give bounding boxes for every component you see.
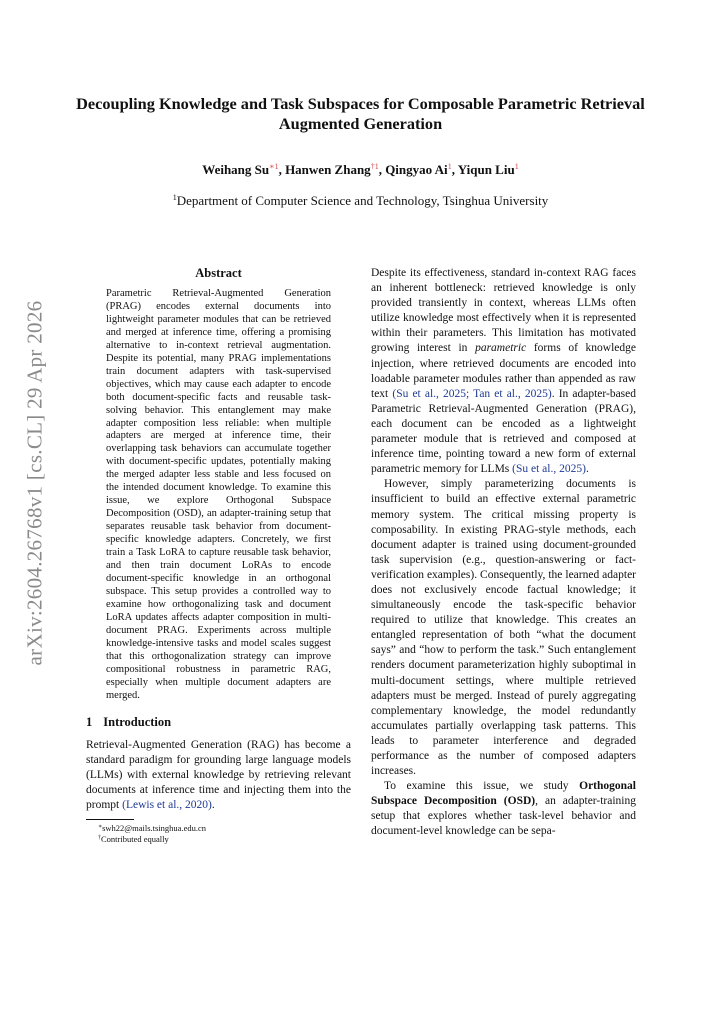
- body-text: Despite its effectiveness, standard in-context RAG faces an inherent bottleneck: retrieved knowledge is only provided transiently in context, whereas LLMs often utilize knowledge most effectively when it is represented within their parameters. This limitation has motivated growing interest in: [371, 267, 636, 355]
- author-name: Qingyao Ai: [385, 162, 448, 177]
- footnote: [86, 822, 351, 834]
- affiliation: [70, 193, 651, 209]
- author-name: Weihang Su: [202, 162, 270, 177]
- section-heading-introduction: [86, 715, 351, 730]
- body-text: To examine this issue, we study: [384, 780, 580, 793]
- body-text: .: [585, 463, 589, 476]
- intro-text: Retrieval-Augmented Generation (RAG) has become a standard paradigm for grounding large language models (LLMs) with external knowledge by retrieving relevant documents at inference time and injecting them into the prompt: [86, 738, 351, 811]
- author-mark: ∗1: [269, 162, 279, 171]
- arxiv-identifier: arXiv:2604.26768v1 [cs.CL] 29 Apr 2026: [22, 300, 47, 665]
- body-paragraph: However, simply parameterizing documents is insufficient to build an effective external parametric memory system. The critical missing property is composability. In existing PRAG-style methods, each document adapter is trained using document-grounded task supervision (e.g., question-answering or fact-verification examples). Consequently, the learned adapter does not exclusively encode factual knowledge; it simultaneously encode the task-specific behavior required to utilize that knowledge. This creates an entangled representation of both “what the document says” and “how to perform the task.” Such entanglement renders document parameterization highly suboptimal in multi-document settings, where multiple retrieved adapters must be merged. Instead of purely aggregating complementary knowledge, the model redundantly accumulates partially overlapping task patterns. This leads to parameter interference and degraded performance as the number of composed adapters increases.: [371, 478, 636, 778]
- body-text: forms of knowledge injection, where retrieved documents are encoded into loadable parameter modules rather than appended as raw text: [371, 342, 637, 400]
- emphasis-text: parametric: [475, 342, 527, 355]
- author-mark: 1: [514, 162, 519, 171]
- body-paragraph: [371, 266, 636, 477]
- intro-text-end: .: [211, 798, 215, 811]
- author-mark: 1: [447, 162, 452, 171]
- author-mark: †1: [370, 162, 379, 171]
- section-number: 1: [86, 714, 93, 729]
- intro-paragraph: [86, 738, 351, 813]
- bold-term: Orthogonal Subspace Decomposition (OSD): [371, 780, 636, 808]
- author-name: Hanwen Zhang: [285, 162, 371, 177]
- body-text: . In adapter-based Parametric Retrieval-Augmented Generation (PRAG), each document can be encoded as a lightweight parameter module that is retrieved and composed at inference time, pointing toward a new form of external parametric memory for LLMs: [371, 387, 636, 476]
- footnote-mark: †: [98, 835, 101, 842]
- footnote: [86, 833, 351, 845]
- author-list: Weihang $Su^{∗1}$, Hanwen Zhang$^{\dagger 1}$, Qingyao Ai$^1$, Yiqun Liu$^1$: [202, 162, 519, 177]
- arxiv-identifier-sidebar: [20, 295, 50, 670]
- right-column: [371, 266, 636, 840]
- footnote-rule: [86, 819, 134, 820]
- affiliation-mark: 1: [172, 193, 177, 202]
- footnote-email[interactable]: swh22@mails.tsinghua.edu.cn: [102, 822, 206, 833]
- body-paragraph: [371, 779, 636, 839]
- author-name: Yiqun Liu: [457, 162, 515, 177]
- body-text: , an adapter-training setup that explores whether task-level behavior and document-level knowledge can be sepa-: [371, 795, 636, 838]
- left-column: [86, 266, 351, 845]
- abstract-heading: Abstract: [195, 266, 242, 280]
- paper-title: Decoupling Knowledge and Task Subspaces for Composable Parametric Retrieval Augmented Generation: [76, 94, 645, 133]
- citation-link[interactable]: (Lewis et al., 2020): [122, 798, 212, 811]
- citation-link[interactable]: (Su et al., 2025): [512, 463, 586, 476]
- affiliation-text: Department of Computer Science and Technology, Tsinghua University: [176, 193, 549, 208]
- footnote-mark: ∗: [98, 823, 103, 830]
- abstract-text: Parametric Retrieval-Augmented Generation (PRAG) encodes external documents into lightweight parameter modules that can be retrieved and merged at inference time, offering a promising alternative to in-context retrieval augmentation. Despite its potential, many PRAG implementations train document adapters with task-supervised objectives, which may cause each adapter to encode both document-specific facts and reusable task-solving behavior. This entanglement may make adapter composition less reliable: when multiple adapters are merged at inference time, their overlapping task behaviors can accumulate together with document-specific updates, potentially making the merged adapter less stable and less focused on the intended document knowledge. To examine this issue, we explore Orthogonal Subspace Decomposition (OSD), an adapter-training setup that separates reusable task behavior from document-specific knowledge adapters. Concretely, we first train a Task LoRA to capture reusable task behavior, and then train document LoRAs to encode document-specific knowledge in an orthogonal subspace. This setup provides a controlled way to examine how orthogonalizing task and document LoRA updates affects adapter composition in multi-document PRAG. Experiments across multiple knowledge-intensive tasks and model scales suggest that this orthogonalization strategy can improve compositional robustness in parametric RAG, especially when multiple document adapters are merged.: [106, 288, 331, 701]
- footnote-text: Contributed equally: [101, 834, 169, 845]
- section-title: Introduction: [103, 714, 172, 729]
- citation-link[interactable]: (Su et al., 2025; Tan et al., 2025): [392, 387, 552, 400]
